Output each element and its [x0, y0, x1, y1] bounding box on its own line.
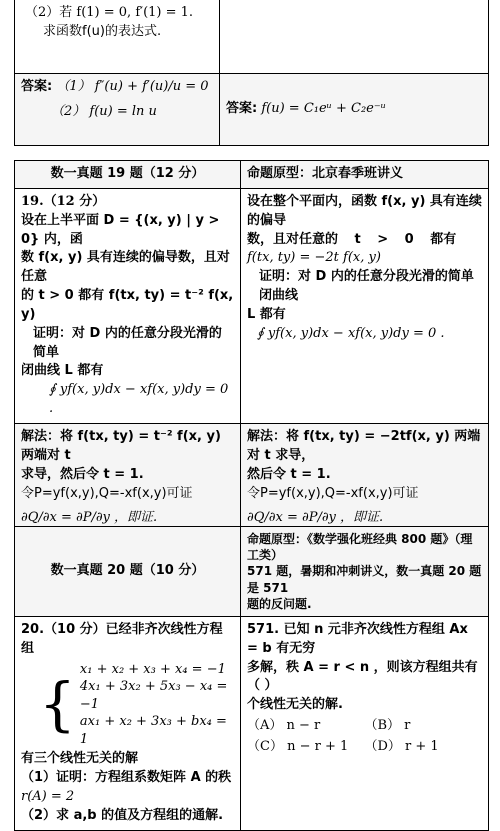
left-sol-line: 求导，然后令 t = 1.	[21, 466, 144, 482]
header-right-line: 题的反问题.	[247, 596, 312, 611]
left-line: 有三个线性无关的解	[21, 751, 139, 767]
right-q-integral: ∮ yf(x, y)dx − xf(x, y)dy = 0 .	[257, 325, 445, 341]
right-q-line: L 都有	[247, 306, 286, 322]
right-q-line: 数，且对任意的 t > 0 都有	[247, 231, 457, 247]
problem-20-table	[14, 526, 489, 831]
option-d: （D） r + 1	[364, 739, 439, 754]
right-line: 个线性无关的解.	[247, 697, 343, 713]
header-right-line: 571 题，暑期和冲刺讲义，数一真题 20 题是 571	[247, 564, 482, 595]
question-task: 求函数f(u)的表达式.	[43, 23, 162, 39]
answer-label: 答案:	[21, 79, 53, 94]
equation-system	[39, 661, 234, 749]
left-q-line: 证明：对 D 内的任意分段光滑的简单	[33, 325, 222, 360]
right-question-cell	[241, 616, 489, 830]
equation: 4x₁ + 3x₂ + 5x₃ − x₄ = −1	[79, 679, 228, 712]
problem-19-table	[14, 160, 489, 558]
right-line: 多解，秩 A = r < n ，则该方程组共有（ ）	[247, 659, 478, 694]
left-q-integral: ∮ yf(x, y)dx − xf(x, y)dy = 0 .	[49, 382, 229, 417]
option-b: （B） r	[364, 718, 411, 734]
right-sol-line: 令P=yf(x,y),Q=-xf(x,y)可证	[247, 485, 419, 501]
right-sol-line: 然后令 t = 1.	[247, 466, 331, 482]
left-q-line: 闭曲线 L 都有	[21, 363, 104, 379]
left-line: （2）求 a,b 的值及方程组的通解.	[21, 807, 224, 823]
left-question-cell	[15, 188, 241, 423]
equation: ax₁ + x₂ + 3x₃ + bx₄ = 1	[79, 714, 227, 747]
left-q-line: 数 f(x, y) 具有连续的偏导数，且对任意	[21, 250, 230, 285]
right-answer-label: 答案:	[226, 101, 258, 117]
brace-symbol: {	[39, 670, 76, 739]
question-title: 19.（12 分）	[21, 193, 106, 209]
header-right: 命题原型：北京春季班讲义	[241, 161, 489, 189]
right-question-cell	[241, 188, 489, 423]
left-line: （1）证明：方程组系数矩阵 A 的秩	[21, 770, 232, 786]
left-q-line: 设在上半平面 D = {(x, y) | y > 0} 内，函	[21, 212, 220, 247]
right-sol-line: ∂Q/∂x = ∂P/∂y ，即证.	[247, 510, 384, 526]
header-right-line: 命题原型：《数学强化班经典 800 题》（理工类）	[247, 532, 473, 563]
left-sol-line: ∂Q/∂x = ∂P/∂y ，即证.	[21, 510, 158, 526]
left-question-cell	[15, 616, 241, 830]
left-q-line: 的 t > 0 都有 f(tx, ty) = t⁻² f(x, y)	[21, 288, 234, 322]
right-q-line: f(tx, ty) = −2t f(x, y)	[247, 250, 381, 266]
answer-part2: （2） f(u) = ln u	[51, 103, 157, 119]
left-title: 20.（10 分）已经非齐次线性方程组	[21, 621, 223, 656]
question-cell	[15, 0, 220, 74]
right-answer-formula: f(u) = C₁eᵘ + C₂e⁻ᵘ	[261, 101, 386, 117]
answer-cell-left	[15, 74, 220, 146]
right-q-line: 设在整个平面内，函数 f(x, y) 具有连续的偏导	[247, 193, 482, 228]
right-q-line: 证明：对 D 内的任意分段光滑的简单闭曲线	[259, 269, 474, 304]
right-sol-line: 解法：将 f(tx, ty) = −2tf(x, y) 两端对 t 求导，	[247, 428, 481, 463]
header-left: 数一真题 19 题（12 分）	[15, 161, 241, 189]
empty-cell	[220, 0, 489, 74]
answer-part1: （1） f″(u) + f′(u)/u = 0	[56, 79, 209, 94]
question-line: （2）若 f(1) = 0, f′(1) = 1.	[25, 5, 194, 20]
option-a: （A） n − r	[247, 718, 321, 734]
answer-cell-right	[220, 74, 489, 146]
answer-table	[14, 0, 489, 146]
option-c: （C） n − r + 1	[247, 739, 349, 754]
right-line: 571. 已知 n 元非齐次线性方程组 Ax = b 有无穷	[247, 621, 468, 656]
left-sol-line: 解法：将 f(tx, ty) = t⁻² f(x, y) 两端对 t	[21, 428, 221, 463]
header-right	[241, 527, 489, 617]
header-left: 数一真题 20 题（10 分）	[15, 527, 241, 617]
left-sol-line: 令P=yf(x,y),Q=-xf(x,y)可证	[21, 485, 193, 501]
options-grid	[247, 717, 482, 757]
left-line: r(A) = 2	[21, 789, 75, 805]
equation: x₁ + x₂ + x₃ + x₄ = −1	[79, 661, 226, 677]
